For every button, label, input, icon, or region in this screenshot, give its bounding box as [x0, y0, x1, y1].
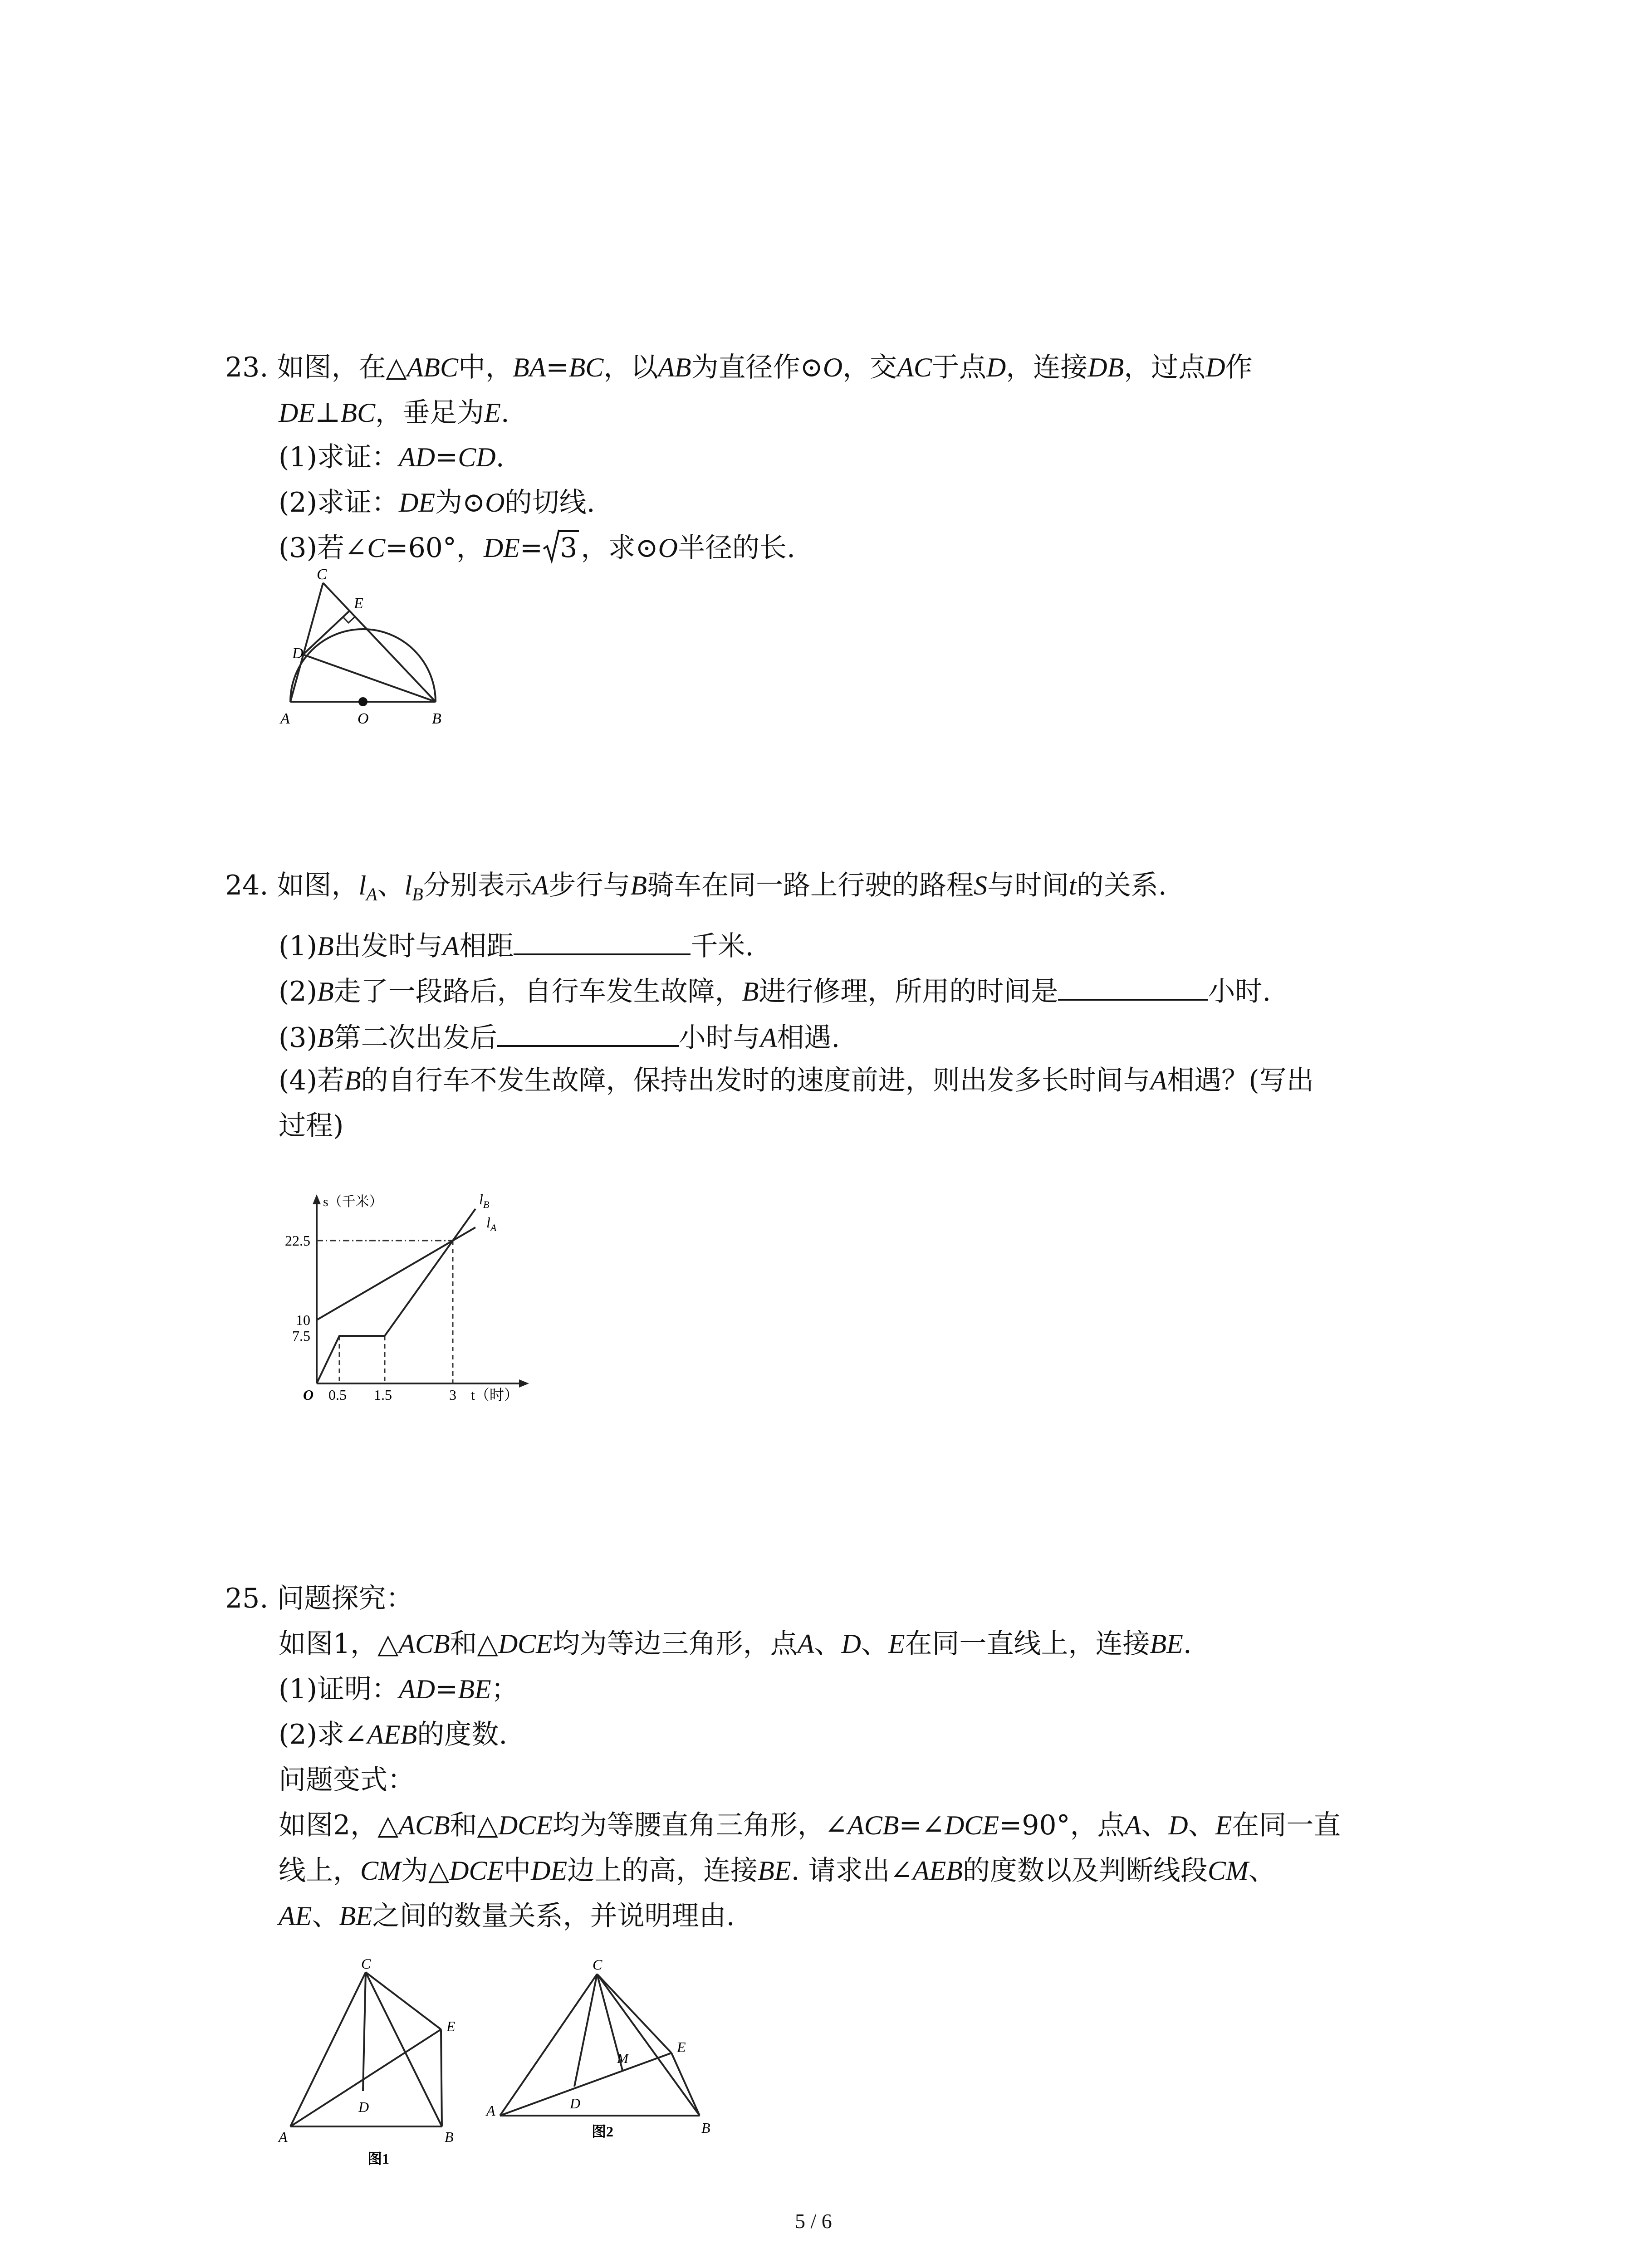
answer-blank-2[interactable]: [1058, 972, 1208, 1001]
line-label-la: $l_A$: [486, 1214, 497, 1233]
q23-line2: DE⊥BC，垂足为E.: [279, 397, 509, 429]
label-d: D: [358, 2099, 369, 2115]
line-label-lb-sub: B: [483, 1199, 490, 1210]
label-e: E: [677, 2039, 686, 2055]
origin-label: O: [303, 1387, 314, 1403]
q25-line3: 线上，CM为△DCE中DE边上的高，连接BE. 请求出∠AEB的度数以及判断线段CM、: [279, 1855, 1276, 1887]
q24-part3: (3)B第二次出发后 小时与A相遇.: [279, 1018, 840, 1055]
label-c: C: [361, 1955, 371, 1972]
label-o: O: [358, 710, 369, 727]
q25-heading1: 25. 问题探究：: [225, 1583, 413, 1614]
y-tick-label: 7.5: [292, 1328, 310, 1344]
segment-cb: [366, 1972, 442, 2126]
y-tick-label: 10: [296, 1312, 310, 1328]
segment-cb: [323, 583, 436, 702]
q25-line1: 如图1，△ACB和△DCE均为等边三角形，点A、D、E在同一直线上，连接BE.: [279, 1628, 1192, 1660]
segment-cd: [363, 1972, 366, 2091]
caption-fig1: 图1: [367, 2151, 390, 2167]
q25-figure-2: [481, 1950, 726, 2141]
q24-line1: 24. 如图，$l_A$、$l_B$分别表示A步行与B骑车在同一路上行驶的路程S与时间t的关系.: [225, 870, 1167, 904]
q24-part2: (2)B走了一段路后，自行车发生故障，B进行修理，所用的时间是 小时.: [279, 972, 1271, 1009]
label-b: B: [432, 710, 441, 727]
segment-ac: [290, 1972, 366, 2126]
segment-eb: [671, 2053, 700, 2116]
label-c: C: [593, 1956, 603, 1973]
semicircle-arc: [290, 629, 436, 702]
sqrt-symbol: 3: [543, 531, 579, 565]
q24-part1: (1)B出发时与A相距 千米.: [279, 926, 754, 963]
q25-figure-1: [272, 1955, 472, 2168]
x-tick-label: 1.5: [374, 1387, 392, 1403]
q23-part1: (1)求证：AD=CD.: [279, 441, 505, 473]
right-angle-mark: [343, 617, 355, 623]
q24-part4: (4)若B的自行车不发生故障，保持出发时的速度前进，则出发多长时间与A相遇？(写出: [279, 1065, 1314, 1096]
label-m: M: [617, 2051, 628, 2066]
x-axis-arrow: [519, 1379, 529, 1388]
answer-blank-1[interactable]: [514, 926, 691, 955]
q23-geometry-figure: [272, 569, 463, 733]
x-axis-title: t（时）: [471, 1387, 519, 1403]
q23-part2: (2)求证：DE为⊙O的切线.: [279, 487, 595, 518]
q23-part3: (3)若∠C=60°，DE= 3 ，求⊙O半径的长.: [279, 531, 795, 565]
label-a: A: [280, 710, 290, 727]
q25-part2: (2)求∠AEB的度数.: [279, 1719, 508, 1750]
segment-ae: [500, 2053, 671, 2116]
y-axis-title: s（千米）: [323, 1194, 383, 1209]
y-tick-label: 22.5: [285, 1232, 310, 1249]
q24-distance-time-chart: [277, 1161, 594, 1415]
segment-ce: [366, 1972, 441, 2029]
series-line-lb: [317, 1209, 475, 1383]
segment-eb: [441, 2029, 442, 2126]
q24-part4-cont: 过程): [279, 1110, 344, 1142]
label-a: A: [486, 2102, 495, 2119]
segment-db: [303, 655, 436, 702]
q25-line4: AE、BE之间的数量关系，并说明理由.: [279, 1900, 735, 1932]
label-a: A: [279, 2129, 288, 2145]
label-b: B: [445, 2129, 454, 2145]
y-axis-arrow: [313, 1194, 321, 1204]
page-number: 5 / 6: [795, 2209, 832, 2233]
line-label-la-sub: A: [490, 1222, 497, 1233]
x-tick-label: 3: [449, 1387, 456, 1403]
caption-fig2: 图2: [592, 2123, 614, 2140]
x-tick-label: 0.5: [328, 1387, 347, 1403]
q25-part1: (1)证明：AD=BE；: [279, 1673, 519, 1705]
label-e: E: [446, 2018, 456, 2034]
center-point-o: [358, 697, 367, 706]
q23-line1: 23. 如图，在△ABC中，BA=BC，以AB为直径作⊙O，交AC于点D，连接DB，过点D作: [225, 352, 1253, 383]
label-c: C: [317, 569, 327, 583]
label-d: D: [292, 645, 304, 662]
line-label-lb: $l_B$: [479, 1191, 490, 1210]
answer-blank-3[interactable]: [497, 1018, 679, 1047]
label-e: E: [354, 595, 363, 612]
segment-ac: [290, 583, 323, 702]
q25-line2: 如图2，△ACB和△DCE均为等腰直角三角形，∠ACB=∠DCE=90°，点A、D、E在同一直: [279, 1809, 1341, 1841]
label-d: D: [570, 2095, 581, 2112]
q25-heading2: 问题变式：: [279, 1764, 415, 1796]
label-b: B: [701, 2120, 710, 2136]
